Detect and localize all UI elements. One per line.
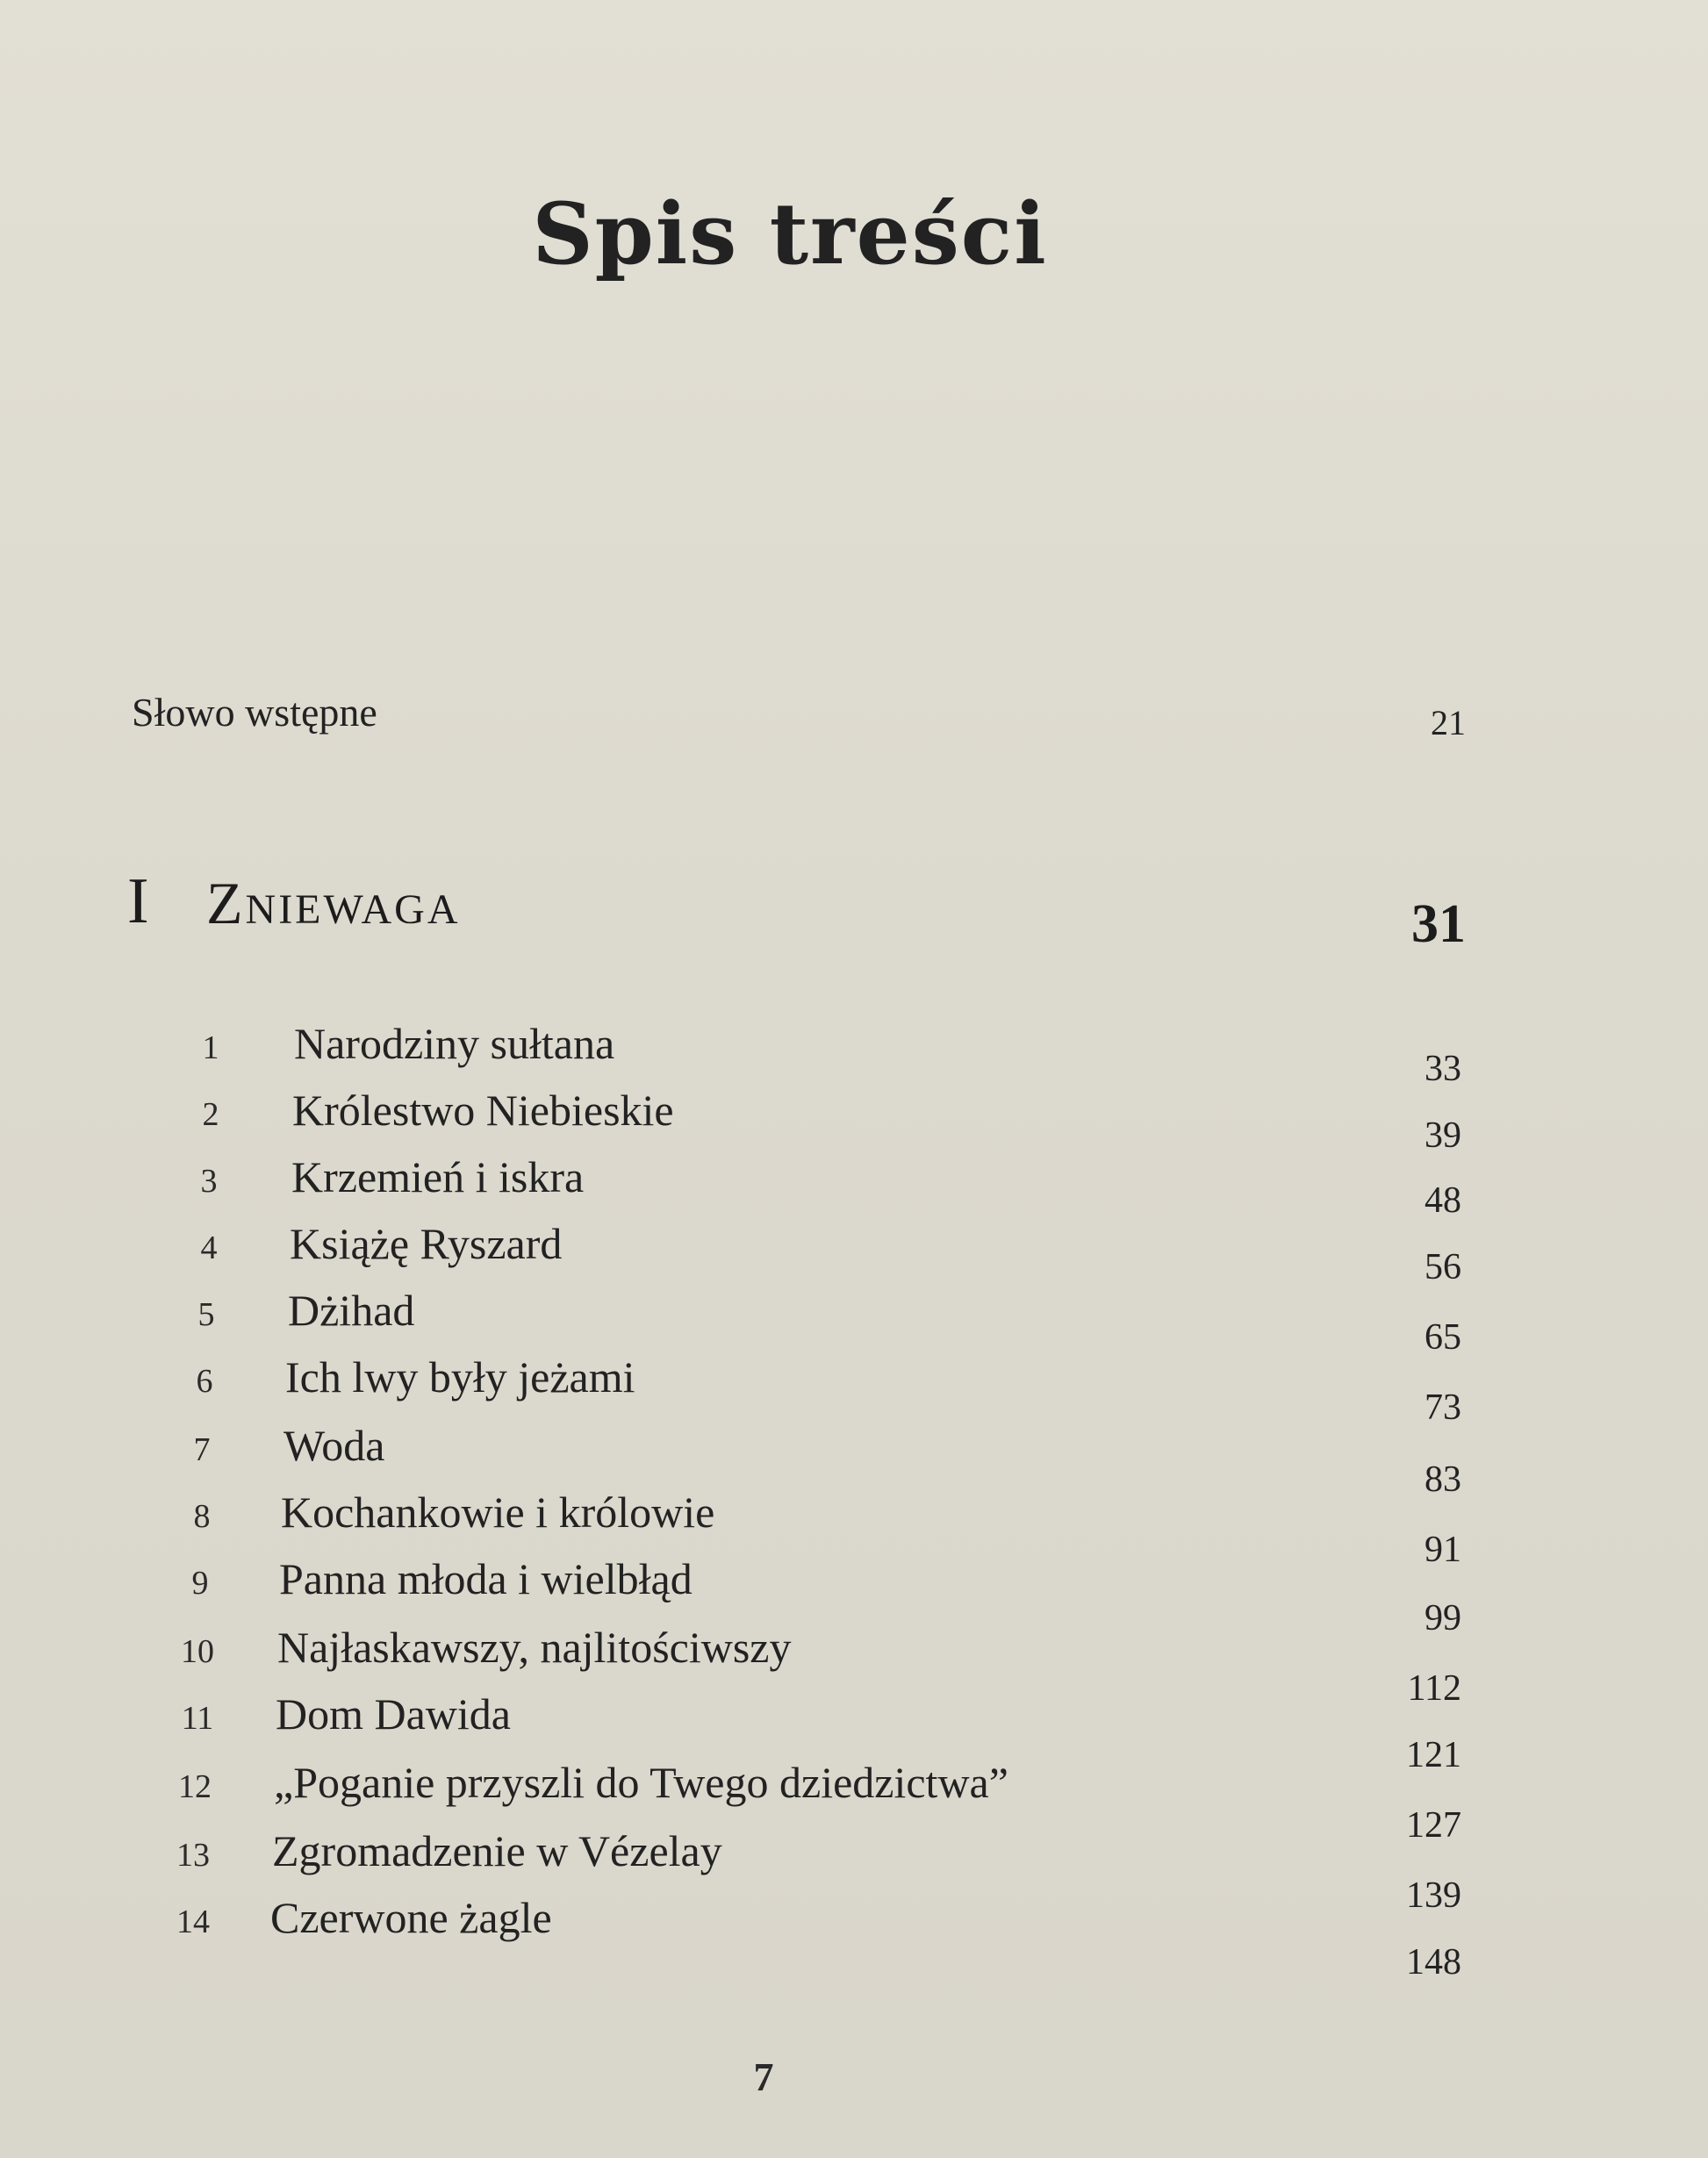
toc-entry-title: Dżihad: [288, 1286, 415, 1335]
toc-entry-page-number: 91: [1425, 1530, 1461, 1570]
part-page-number: 31: [1411, 894, 1466, 954]
folio-page-number: 7: [753, 2054, 774, 2099]
preface-page-number: 21: [1431, 703, 1466, 742]
toc-entry-number: 10: [181, 1633, 214, 1670]
toc-entry-page-number: 112: [1407, 1668, 1461, 1709]
toc-entry-title: Krzemień i iskra: [291, 1152, 585, 1201]
toc-entry-number: 6: [196, 1363, 213, 1400]
toc-entry-number: 1: [202, 1029, 219, 1066]
toc-entry-number: 5: [197, 1296, 215, 1333]
toc-entry-title: Królestwo Niebieskie: [292, 1086, 674, 1135]
toc-entry-title: Ich lwy były jeżami: [285, 1352, 635, 1402]
toc-entry-number: 8: [193, 1498, 211, 1535]
toc-entry-page-number: 139: [1406, 1875, 1461, 1916]
preface-label: Słowo wstępne: [132, 690, 377, 735]
toc-entry-page-number: 65: [1425, 1317, 1461, 1358]
toc-entry-title: Czerwone żagle: [270, 1893, 552, 1942]
toc-entry-number: 11: [181, 1700, 214, 1737]
toc-entry-number: 12: [178, 1768, 212, 1805]
toc-entry-page-number: 127: [1406, 1805, 1461, 1846]
toc-entry-number: 9: [191, 1565, 209, 1602]
toc-entry-page-number: 99: [1425, 1598, 1461, 1638]
toc-entry-title: Dom Dawida: [276, 1689, 511, 1739]
toc-entry-number: 14: [176, 1903, 210, 1940]
toc-entry-title: Kochankowie i królowie: [281, 1488, 715, 1537]
toc-entry-page-number: 56: [1425, 1247, 1461, 1287]
toc-entry-page-number: 39: [1425, 1115, 1461, 1156]
toc-entry-page-number: 33: [1425, 1049, 1461, 1089]
toc-entry-number: 13: [176, 1837, 210, 1874]
toc-entry-title: Książę Ryszard: [290, 1219, 563, 1268]
toc-entry-title: Najłaskawszy, najlitościwszy: [277, 1623, 792, 1672]
toc-entry-title: Panna młoda i wielbłąd: [279, 1554, 693, 1603]
toc-entry-title: Zgromadzenie w Vézelay: [272, 1826, 722, 1875]
toc-entry-page-number: 83: [1425, 1459, 1461, 1500]
toc-entry-number: 3: [200, 1163, 218, 1200]
toc-entry-page-number: 148: [1406, 1942, 1461, 1982]
toc-entry-page-number: 48: [1425, 1180, 1461, 1221]
toc-entry-number: 7: [193, 1431, 211, 1468]
toc-entry-number: 4: [200, 1230, 218, 1266]
toc-entry-number: 2: [202, 1096, 219, 1133]
toc-entry-page-number: 73: [1425, 1387, 1461, 1428]
toc-entry-title: Narodziny sułtana: [294, 1019, 615, 1068]
toc-entry-title: Woda: [283, 1421, 385, 1470]
toc-entry-title: „Poganie przyszli do Twego dziedzictwa”: [274, 1758, 1008, 1807]
part-number: I: [127, 865, 149, 937]
page-title: Spis treści: [532, 184, 1048, 283]
toc-entry-page-number: 121: [1406, 1735, 1461, 1775]
part-title: Zniewaga: [206, 870, 461, 936]
